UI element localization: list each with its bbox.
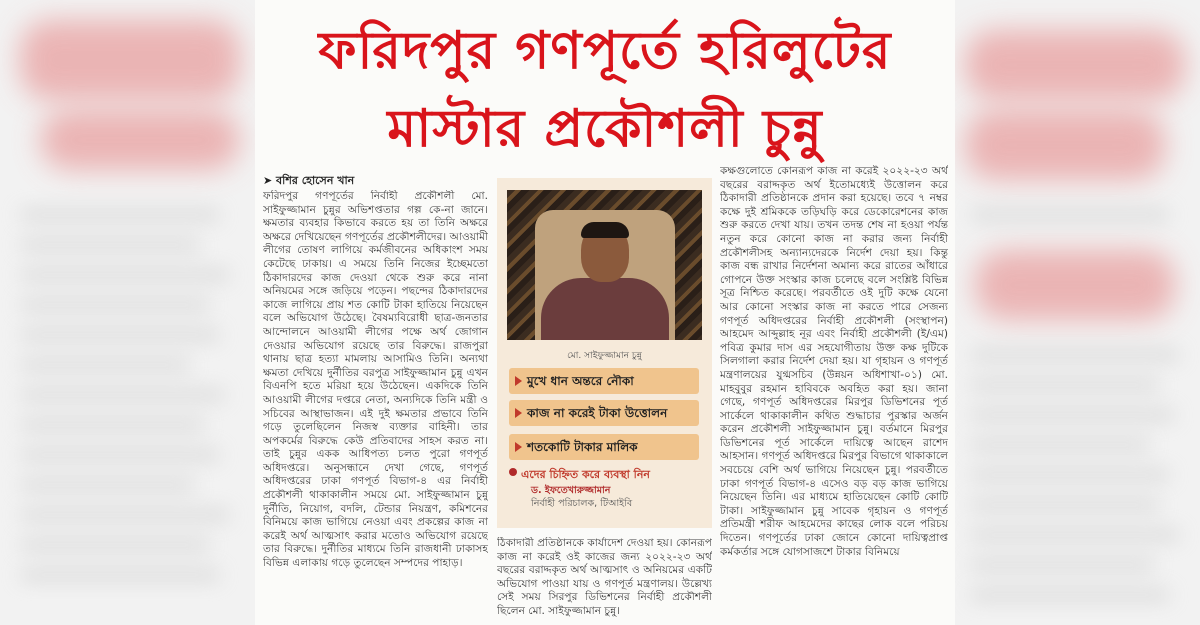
highlight-item-1-label: মুখে ধান অন্তরে নৌকা (527, 374, 634, 388)
highlight-item-1 (509, 368, 699, 394)
quote-person-role: নির্বাহী পরিচালক, টিআইবি (531, 498, 633, 509)
bullet-icon (509, 468, 517, 476)
highlight-item-2-label: কাজ না করেই টাকা উত্তোলন (527, 406, 668, 420)
article-column-1 (263, 190, 488, 625)
triangle-arrow-icon (515, 408, 522, 418)
triangle-arrow-icon (515, 376, 522, 386)
highlight-item-2 (509, 400, 699, 426)
byline-arrow-icon: ➤ (263, 174, 277, 187)
newspaper-page (255, 0, 955, 625)
quote-text: এদের চিহ্নিত করে ব্যবস্থা নিন (521, 468, 650, 481)
headline-line-2: মাস্টার প্রকৌশলী চুন্নু (387, 99, 823, 159)
blurred-background-right (955, 0, 1200, 625)
photo-caption: মো. সাইফুজ্জামান চুন্নু (567, 351, 642, 361)
highlight-box (497, 178, 712, 528)
blurred-background-left (0, 0, 255, 625)
article-column-2-text: ঠিকাদারী প্রতিষ্ঠানকে কার্যাদেশ দেওয়া হয়। কোনরূপ কাজ না করেই ওই কাজের জন্য ২০২২-২৩ অর্থ বছরের বরাদ্দকৃত অর্থ আত্মসাৎ ও অনিয়মের একটি অভিযোগ পাওয়া যায় ও গণপূর্ত মন্ত্রণালয়। উল্লেখ্য সেই সময় সিরপুর ডিভিশনের নির্বাহী প্রকৌশলী ছিলেন মো. সাইফুজ্জামান চুন্নু। (497, 537, 712, 617)
byline (263, 172, 354, 191)
triangle-arrow-icon (515, 442, 522, 452)
article-column-3 (720, 165, 948, 625)
quote-person-name: ড. ইফতেখারুজ্জামান (531, 485, 611, 496)
headline-line-1: ফরিদপুর গণপূর্তে হরিলুটের (318, 21, 892, 81)
article-column-2 (497, 537, 712, 625)
article-column-3-text: কক্ষগুলোতে কোনরূপ কাজ না করেই ২০২২-২৩ অর্থ বছরের বরাদ্দকৃত অর্থ ইতোমধ্যেই উত্তোলন করে ঠিকাদারী প্রতিষ্ঠানকে প্রদান করা হয়েছে। তবে ৭ নম্বর কক্ষে দুই শ্রমিককে তড়িঘড়ি করে ডেকোরেশনের কাজ শুরু করতে দেখা যায়। তখন তদন্ত শেষ না হওয়া পর্যন্ত নতুন করে কোনো কাজ না করার জন্য নির্বাহী প্রকৌশলীসহ অন্যান্যদেরকে নির্দেশ দেয়া হয়। কিন্তু কাজ বন্ধ রাখার নির্দেশনা অমান্য করে রাতের আঁধারে গোপনে উক্ত সংস্কার কাজ চলেছে বলে সংশ্লিষ্ট বিভিন্ন সূত্র নিশ্চিত করেছে। পরবর্তীতে ওই দুটি কক্ষে যেনো আর কোনো সংস্কার কাজ না করতে পারে সেজন্য গণপূর্ত অধিদপ্তরের নির্বাহী প্রকৌশলী (সংস্থাপন) আহমেদ আব্দুল্লাহ নূর এবং নির্বাহী প্রকৌশলী (ই/এম) পবিত্র কুমার দাস এর সহযোগীতায় উক্ত কক্ষ দুটিকে সিলগালা করার নির্দেশ দেয়া হয়। যা গৃহায়ন ও গণপূর্ত মন্ত্রণালয়ের যুগ্মসচিব (উন্নয়ন অধিশাখা-০১) মো. মাহবুবুর রহমান হাবিবকে অবহিত করা হয়। জানা গেছে, গণপূর্ত অধিদপ্তরের মিরপুর ডিভিশনের পূর্ত সার্কেলে থাকাকালীন কথিত শুদ্ধাচার পুরস্কার অর্জন করেন প্রকৌশলী সাইফুজ্জামান চুন্নু। বর্তমানে মিরপুর ডিভিশনের পূর্ত সার্কেলে দায়িত্বে আছেন রাশেদ আহসান। গণপূর্ত অধিদপ্তরে মিরপুর বিভাগে থাকাকালে সবচেয়ে বেশি অর্থ ভাগিয়ে নিয়েছেন চুন্নু। পরবর্তীতে ঢাকা গণপূর্ত বিভাগ-৪ এসেও বড় বড় কাজ ভাগিয়ে নিয়েছেন তিনি। এর মাধ্যমে হাতিয়েছেন কোটি কোটি টাকা। সাইফুজ্জামান চুন্নু সাবেক গৃহায়ন ও গণপূর্ত প্রতিমন্ত্রী শরীফ আহমেদের কাছের লোক বলে পরিচয় দিতেন। গণপূর্তের ঢাকা জোনে কোনো দায়িত্বপ্রাপ্ত কর্মকর্তার সঙ্গে যোগসাজশে টাকার বিনিময়ে (720, 165, 948, 558)
article-column-1-text: ফরিদপুর গণপূর্তের নির্বাহী প্রকৌশলী মো. সাইফুজ্জামান চুন্নুর অভিশপ্ততার গল্প কে-না জানে। ক্ষমতার ব্যবহার কিভাবে করতে হয় তা তিনি অক্ষরে অক্ষরে দেখিয়েছেন গণপূর্তের প্রকৌশলীদের। আওয়ামী লীগের তোষণ লাগিয়ে কর্মজীবনের অধিকাংশ সময় কেটেছে ঢাকায়। এ সময়ে তিনি নিজের ইচ্ছেমতো ঠিকাদারদের কাজ দেওয়া থেকে শুরু করে নানা অনিয়মের সঙ্গে জড়িয়ে পড়েন। পছন্দের ঠিকাদারদের কাজে লাগিয়ে প্রায় শত কোটি টাকা হাতিয়ে নিয়েছেন বলে অভিযোগ উঠেছে। বৈষম্যবিরোধী ছাত্র-জনতার আন্দোলনে আওয়ামী লীগের পক্ষে অর্থ জোগান দেওয়ার অভিযোগ রয়েছে তার বিরুদ্ধে। রাজপুরা থানায় ছাত্র হত্যা মামলায় আসামিও তিনি। অন্যথা ক্ষমতা দেখিয়ে দুর্নীতির বরপুত্র সাইফুজ্জামান চুন্নু এখন বিএনপি হতে মরিয়া হয়ে উঠেছেন। একদিকে তিনি আওয়ামী লীগের দপ্তরে নেতা, অন্যদিকে তিনি মন্ত্রী ও সচিবের আস্থাভাজন। এই দুই ক্ষমতার প্রভাবে তিনি গড়ে তুলেছিলেন নিজস্ব ব্যক্তার বাহিনী। তার অপকর্মের বিরুদ্ধে কেউ প্রতিবাদের সাহস করত না। তাই চুন্নুর একক আধিপত্য চলত পুরো গণপূর্ত অধিদপ্তরে। অনুসন্ধানে দেখা গেছে, গণপূর্ত অধিদপ্তরের ঢাকা গণপূর্ত বিভাগ-৪ এর নির্বাহী প্রকৌশলী থাকাকালীন সময়ে মো. সাইফুজ্জামান চুন্নু দুর্নীতি, নিয়োগ, বদলি, টেন্ডার নিয়ন্ত্রণ, কমিশনের বিনিময়ে কাজ ভাগিয়ে নেওয়া এবং প্রকল্পের কাজ না করেই অর্থ আত্মসাৎ করার মতোও অভিযোগ রয়েছে তার বিরুদ্ধে। দুর্নীতির মাধ্যমে তিনি রাজধানী ঢাকাসহ বিভিন্ন এলাকায় গড়ে তুলেছেন সম্পদের পাহাড়। (263, 190, 488, 570)
highlight-item-3-label: শতকোটি টাকার মালিক (527, 440, 638, 454)
highlight-item-3 (509, 434, 699, 460)
portrait-photo (507, 190, 702, 340)
byline-author: বশির হোসেন খান (276, 174, 355, 187)
